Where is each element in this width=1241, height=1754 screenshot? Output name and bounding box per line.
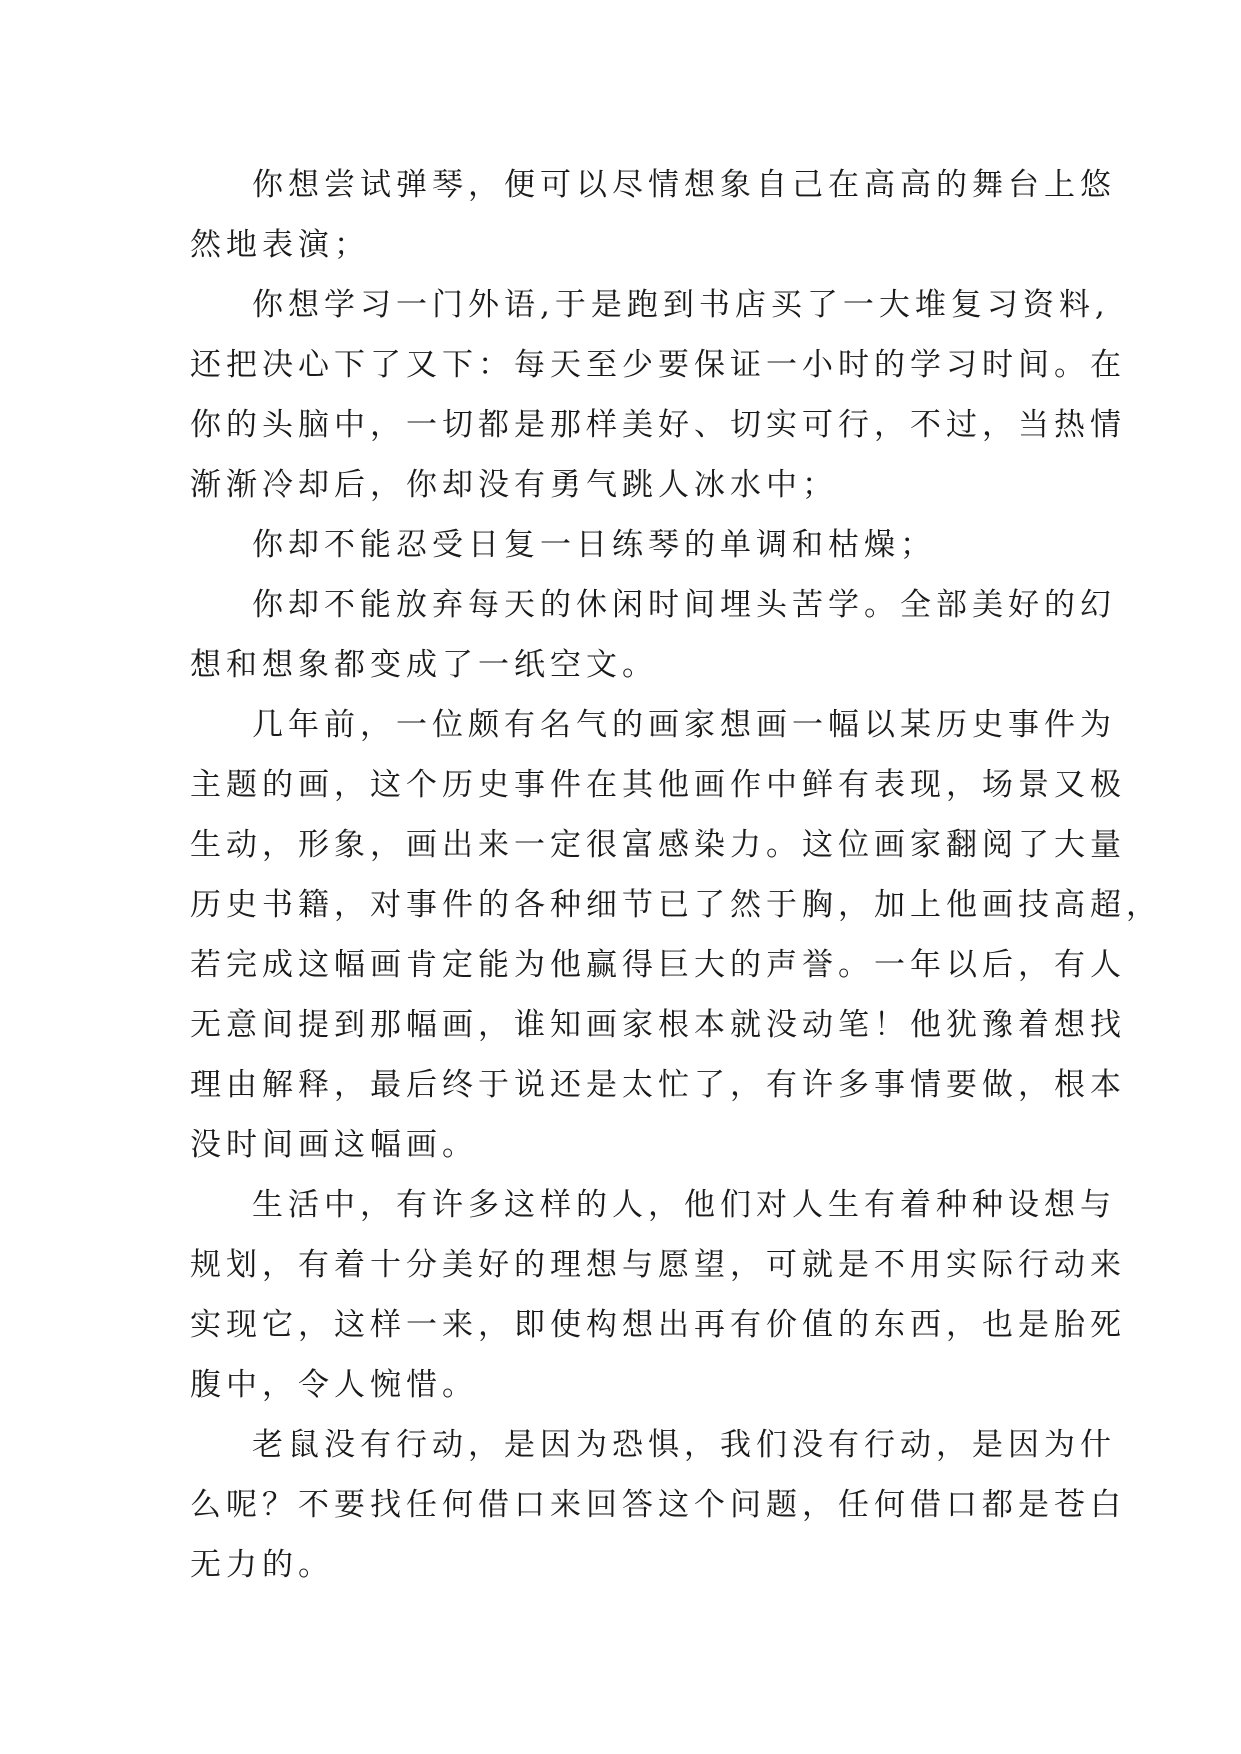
- text-line: 还把决心下了又下：每天至少要保证一小时的学习时间。在: [190, 347, 1126, 383]
- text-line: 生动，形象，画出来一定很富感染力。这位画家翻阅了大量: [190, 827, 1126, 863]
- text-line: 主题的画，这个历史事件在其他画作中鲜有表现，场景又极: [190, 767, 1126, 803]
- text-line: 历史书籍，对事件的各种细节已了然于胸，加上他画技高超，: [190, 887, 1162, 923]
- text-line: 规划，有着十分美好的理想与愿望，可就是不用实际行动来: [190, 1247, 1126, 1283]
- text-line: 生活中，有许多这样的人，他们对人生有着种种设想与: [252, 1187, 1116, 1223]
- text-line: 理由解释，最后终于说还是太忙了，有许多事情要做，根本: [190, 1067, 1126, 1103]
- text-line: 你的头脑中，一切都是那样美好、切实可行，不过，当热情: [190, 407, 1126, 443]
- text-line: 你却不能忍受日复一日练琴的单调和枯燥；: [252, 527, 936, 563]
- text-line: 没时间画这幅画。: [190, 1127, 478, 1163]
- text-line: 腹中，令人惋惜。: [190, 1367, 478, 1403]
- text-line: 老鼠没有行动，是因为恐惧，我们没有行动，是因为什: [252, 1427, 1116, 1463]
- text-line: 若完成这幅画肯定能为他赢得巨大的声誉。一年以后，有人: [190, 947, 1126, 983]
- text-line: 无意间提到那幅画，谁知画家根本就没动笔！他犹豫着想找: [190, 1007, 1126, 1043]
- text-line: 你却不能放弃每天的休闲时间埋头苦学。全部美好的幻: [252, 587, 1116, 623]
- text-line: 然地表演；: [190, 227, 370, 263]
- text-line: 么呢？不要找任何借口来回答这个问题，任何借口都是苍白: [190, 1487, 1126, 1523]
- text-line: 几年前，一位颇有名气的画家想画一幅以某历史事件为: [252, 707, 1116, 743]
- text-line: 实现它，这样一来，即使构想出再有价值的东西，也是胎死: [190, 1307, 1126, 1343]
- text-line: 想和想象都变成了一纸空文。: [190, 647, 658, 683]
- document-body: [190, 155, 1162, 1595]
- text-line: 渐渐冷却后，你却没有勇气跳人冰水中；: [190, 467, 838, 503]
- text-line: 你想学习一门外语,于是跑到书店买了一大堆复习资料,: [252, 287, 1110, 323]
- text-line: 无力的。: [190, 1547, 334, 1583]
- text-line: 你想尝试弹琴，便可以尽情想象自己在高高的舞台上悠: [252, 167, 1116, 203]
